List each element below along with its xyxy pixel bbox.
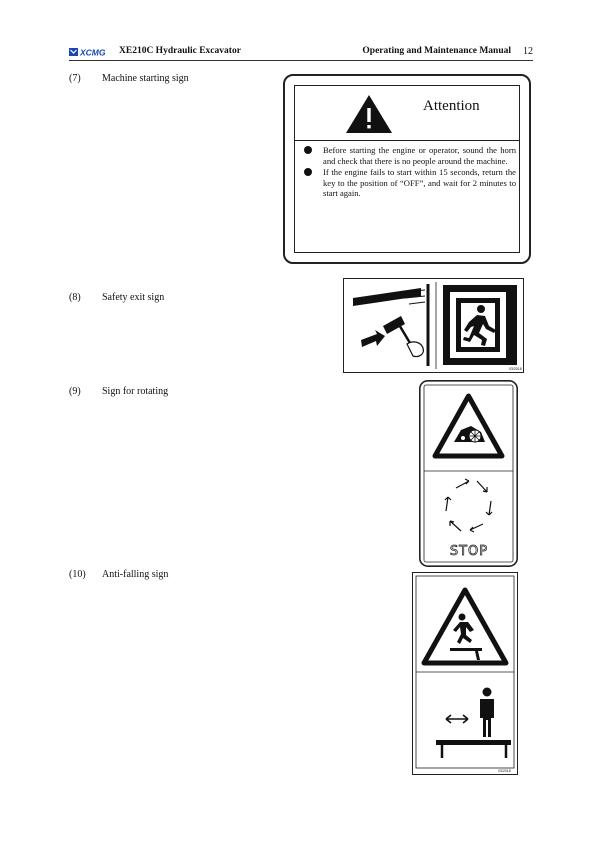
attention-bullet	[299, 145, 516, 166]
svg-text:03/2018: 03/2018	[498, 769, 511, 773]
attention-bullet-list	[299, 145, 516, 200]
xcmg-logo	[69, 47, 117, 57]
item-number: (8)	[69, 292, 81, 303]
attention-bullet-text: If the engine fails to start within 15 seconds, return the key to the position of “OFF”, and wait for 2 minutes to start again.	[323, 167, 516, 199]
item-number: (9)	[69, 386, 81, 397]
attention-sign-panel	[294, 85, 520, 253]
brand-name: XCMG	[80, 47, 106, 57]
item-label: Safety exit sign	[102, 292, 165, 303]
attention-title: Attention	[423, 98, 480, 114]
warning-triangle-icon	[345, 94, 393, 134]
stop-text: STOP	[449, 544, 489, 559]
rotating-sign-image	[419, 380, 518, 567]
svg-text:03/2018: 03/2018	[509, 367, 522, 371]
manual-title: Operating and Maintenance Manual	[362, 46, 511, 56]
page-number: 12	[523, 46, 533, 57]
bullet-dot-icon	[304, 146, 312, 154]
bullet-dot-icon	[304, 168, 312, 176]
item-number: (10)	[69, 569, 86, 580]
attention-bullet-text: Before starting the engine or operator, sound the horn and check that there is no people around the machine.	[323, 145, 516, 166]
emergency-exit-icon	[443, 285, 517, 365]
item-number: (7)	[69, 73, 81, 84]
document-title: XE210C Hydraulic Excavator	[119, 46, 241, 56]
item-label: Machine starting sign	[102, 73, 189, 84]
safety-exit-sign-image	[343, 278, 524, 373]
attention-bullet	[299, 167, 516, 199]
attention-header	[295, 86, 519, 141]
page-header	[69, 44, 533, 61]
anti-falling-sign-image	[412, 572, 518, 775]
item-label: Anti-falling sign	[102, 569, 169, 580]
attention-sign	[283, 74, 531, 264]
item-label: Sign for rotating	[102, 386, 169, 397]
